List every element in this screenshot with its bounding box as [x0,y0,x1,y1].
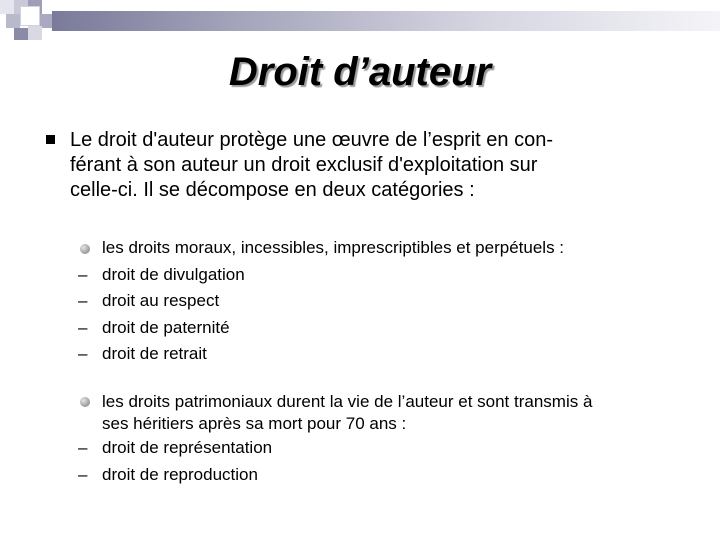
round-bullet-icon [80,244,90,254]
list-item [78,435,698,462]
square-bullet-icon [46,135,55,144]
category-heading-continued [78,413,698,435]
dash-bullet: – [78,464,88,484]
dash-bullet: – [78,291,88,310]
decorative-header-band [0,0,720,40]
list-item-text: droit au respect [102,291,220,310]
decor-square-outline [20,6,40,26]
decor-square [0,0,14,14]
gradient-bar [52,11,720,31]
list-item-text: droit de reproduction [102,464,258,484]
dash-bullet: – [78,344,88,363]
main-bullet-item [46,128,666,203]
category-heading-text: ses héritiers après sa mort pour 70 ans : [102,414,407,433]
decor-square [14,28,28,40]
list-item-text: droit de retrait [102,344,207,363]
main-bullet-text [70,128,666,203]
category-economic-rights [78,391,698,488]
list-item [78,315,698,342]
dash-bullet: – [78,264,88,284]
list-item-text: droit de divulgation [102,264,245,284]
round-bullet-icon [80,397,90,407]
text-line: celle-ci. Il se décompose en deux catégories : [70,179,475,201]
list-item [78,288,698,315]
decor-square [28,26,42,40]
list-item [78,341,698,368]
dash-bullet: – [78,438,88,457]
text-line: férant à son auteur un droit exclusif d'exploitation sur [70,154,538,176]
text-line: Le droit d'auteur protège une œuvre de l’esprit en con- [70,129,553,151]
list-item-text: droit de représentation [102,438,273,457]
list-item [78,462,698,489]
list-item [78,262,698,289]
decor-square [6,14,20,28]
category-moral-rights [78,235,698,368]
list-item-text: droit de paternité [102,317,230,337]
category-heading-text: les droits patrimoniaux durent la vie de l’auteur et sont transmis à [102,392,593,411]
category-heading [78,235,698,262]
category-heading-text: les droits moraux, incessibles, imprescriptibles et perpétuels : [102,238,565,257]
category-heading [78,391,698,413]
slide-title: Droit d’auteur [228,50,492,94]
dash-bullet: – [78,317,88,337]
